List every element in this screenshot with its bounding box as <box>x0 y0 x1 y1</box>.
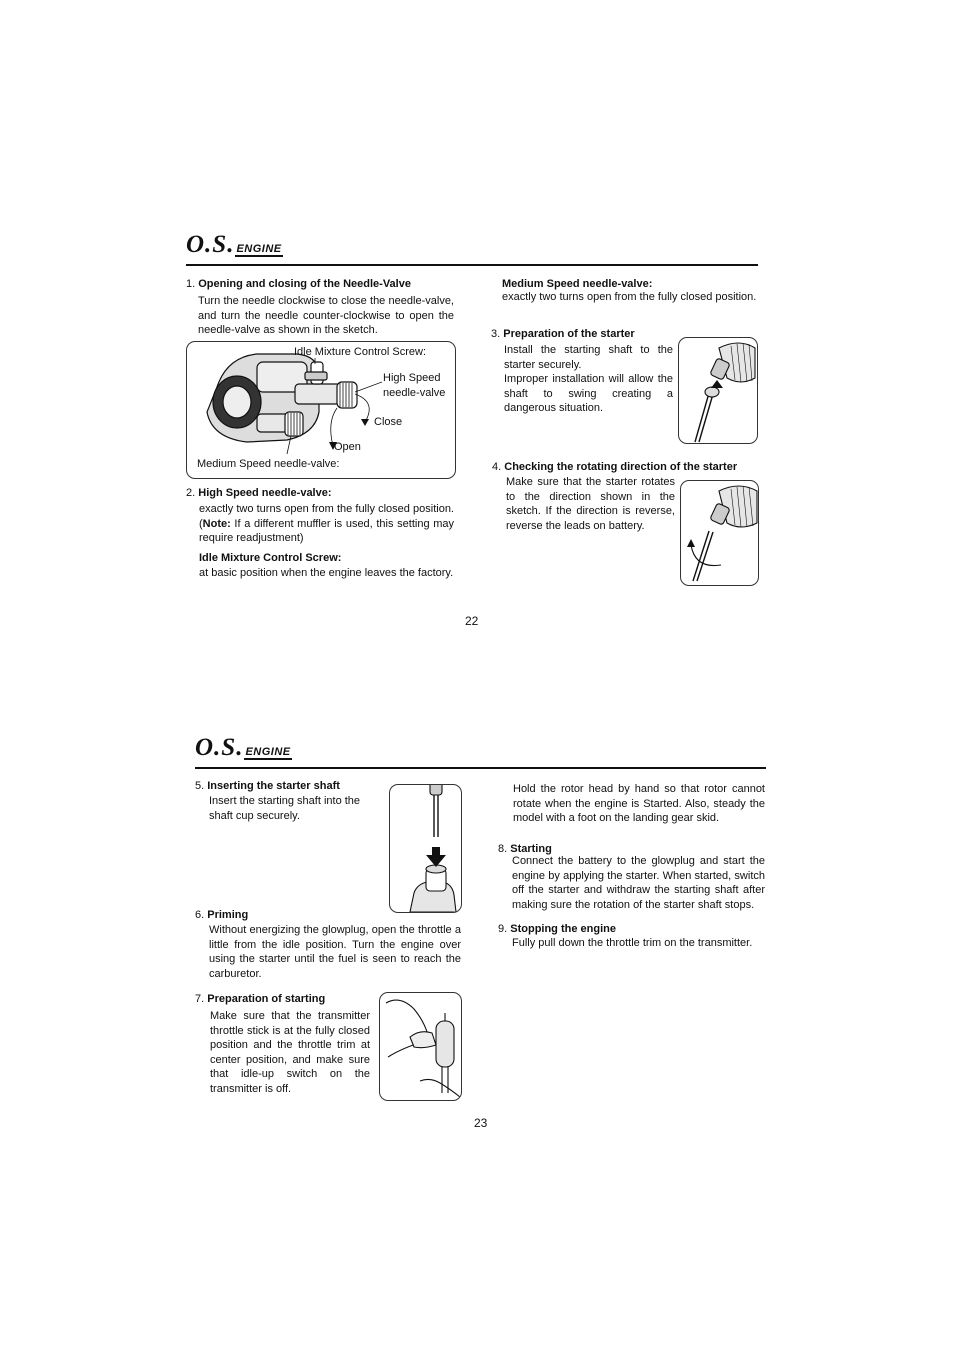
brand-logo-bottom <box>195 734 292 761</box>
brand-engine: ENGINE <box>245 746 291 758</box>
section-9-body: Fully pull down the throttle trim on the transmitter. <box>512 937 753 949</box>
body-text: exactly two turns open from the fully closed position.( <box>199 503 454 530</box>
section-number: 9. <box>498 923 508 935</box>
body-text: Improper installation will allow the shaft to swing creating a dangerous situation. <box>504 373 673 414</box>
insert-shaft-figure <box>389 784 462 913</box>
section-title: Inserting the starter shaft <box>207 780 340 792</box>
section-3-body <box>504 343 673 416</box>
section-number: 5. <box>195 780 205 792</box>
section-4-heading <box>492 460 737 475</box>
header-rule-bottom <box>195 767 766 769</box>
section-5-heading <box>195 779 340 794</box>
body-text: If a different muffler is used, this setting may require readjustment) <box>199 517 454 544</box>
note-label: Note: <box>202 517 231 530</box>
section-6-body: Without energizing the glowplug, open the throttle a little from the idle position. Turn the engine over using the starter until the fuel is seen to reach the carburetor. <box>209 924 461 980</box>
section-number: 7. <box>195 993 205 1005</box>
section-9-heading <box>498 922 616 937</box>
idle-body: at basic position when the engine leaves the factory. <box>199 567 454 579</box>
brand-os: O.S. <box>195 734 244 761</box>
section-title: Priming <box>207 909 249 921</box>
insert-shaft-drawing <box>390 785 461 912</box>
section-6-heading <box>195 908 248 923</box>
open-label: Open <box>334 441 361 453</box>
starter-shaft-figure <box>678 337 758 444</box>
section-number: 8. <box>498 843 508 855</box>
brand-os: O.S. <box>186 231 235 258</box>
section-1-heading <box>186 277 456 292</box>
section-number: 1. <box>186 278 196 290</box>
rotation-direction-figure <box>680 480 759 586</box>
idle-heading: Idle Mixture Control Screw: <box>199 552 342 564</box>
section-number: 3. <box>491 328 501 340</box>
section-2-body <box>199 502 454 546</box>
medium-speed-label: Medium Speed needle-valve: <box>197 458 340 470</box>
hold-rotor-text: Hold the rotor head by hand so that rotor cannot rotate when the engine is Started. Also, steady the model with a foot on the landing gear skid. <box>513 783 765 824</box>
section-4-body: Make sure that the starter rotates to the direction shown in the sketch. If the direction is reverse, reverse the leads on battery. <box>506 476 675 532</box>
needle-valve-figure <box>186 341 456 479</box>
section-8-body: Connect the battery to the glowplug and start the engine by applying the starter. When started, switch off the starter and withdraw the starting shaft after making sure the rotation of the starter shaft stops. <box>512 855 765 911</box>
starting-prep-drawing <box>380 993 461 1100</box>
medium-heading: Medium Speed needle-valve: <box>502 278 653 290</box>
body-text: Install the starting shaft to the starter securely. <box>504 344 673 371</box>
high-speed-label-line1: High Speed <box>383 372 441 384</box>
brand-logo-top <box>186 231 283 258</box>
brand-engine: ENGINE <box>236 243 282 255</box>
rotation-drawing <box>681 481 758 585</box>
section-title: Stopping the engine <box>510 923 616 935</box>
page-number-22: 22 <box>465 614 479 628</box>
section-title: Opening and closing of the Needle-Valve <box>198 278 411 290</box>
starter-drawing <box>679 338 757 443</box>
section-7-heading <box>195 992 325 1007</box>
section-number: 2. <box>186 487 196 499</box>
section-title: Starting <box>510 843 552 855</box>
section-title: Checking the rotating direction of the starter <box>504 461 738 473</box>
section-2-heading <box>186 486 456 501</box>
section-title: Preparation of starting <box>207 993 326 1005</box>
section-3-heading <box>491 327 635 342</box>
close-label: Close <box>374 416 403 428</box>
page-number-23: 23 <box>474 1116 488 1130</box>
header-rule-top <box>186 264 758 266</box>
section-number: 6. <box>195 909 205 921</box>
section-title: High Speed needle-valve: <box>198 487 332 499</box>
high-speed-label-line2: needle-valve <box>383 387 446 399</box>
medium-body: exactly two turns open from the fully closed position. <box>502 291 757 303</box>
section-1-body: Turn the needle clockwise to close the needle-valve, and turn the needle counter-clockwise to open the needle-valve as shown in the sketch. <box>198 295 454 336</box>
section-7-body: Make sure that the transmitter throttle stick is at the fully closed position and the throttle trim at center position, and make sure that idle-up switch on the transmitter is off. <box>210 1010 370 1095</box>
section-number: 4. <box>492 461 502 473</box>
idle-mixture-label: Idle Mixture Control Screw: <box>294 346 427 358</box>
starting-prep-figure <box>379 992 462 1101</box>
section-title: Preparation of the starter <box>503 328 635 340</box>
section-5-body: Insert the starting shaft into the shaft cup securely. <box>209 795 361 822</box>
